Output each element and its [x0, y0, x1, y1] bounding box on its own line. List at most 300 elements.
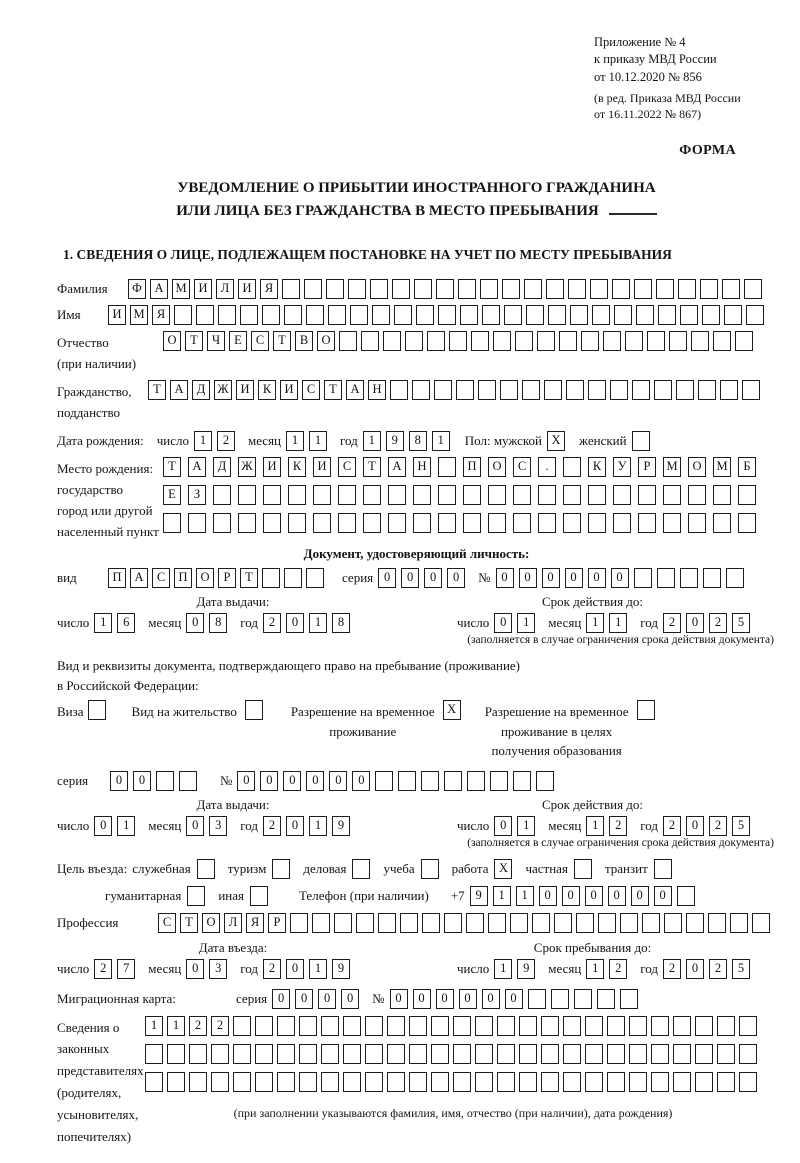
form-cell[interactable] [213, 513, 231, 533]
form-cell[interactable] [488, 913, 506, 933]
form-cell[interactable] [334, 913, 352, 933]
form-cell[interactable] [414, 279, 432, 299]
form-cell[interactable] [434, 380, 452, 400]
form-cell[interactable] [554, 913, 572, 933]
form-cell[interactable] [490, 771, 508, 791]
form-cell[interactable] [551, 989, 569, 1009]
form-cell[interactable] [372, 305, 390, 325]
form-cell[interactable]: 0 [562, 886, 580, 906]
form-cell[interactable]: 1 [363, 431, 381, 451]
form-cell[interactable] [607, 1016, 625, 1036]
form-cell[interactable]: Е [163, 485, 181, 505]
form-cell[interactable] [387, 1044, 405, 1064]
form-cell[interactable]: Б [738, 457, 756, 477]
form-cell[interactable] [726, 568, 744, 588]
form-cell[interactable] [590, 279, 608, 299]
form-cell[interactable] [651, 1072, 669, 1092]
form-cell[interactable] [500, 380, 518, 400]
form-cell[interactable] [688, 485, 706, 505]
form-cell[interactable] [673, 1016, 691, 1036]
form-cell[interactable]: О [196, 568, 214, 588]
form-cell[interactable] [738, 513, 756, 533]
form-cell[interactable] [654, 380, 672, 400]
form-cell[interactable]: 0 [447, 568, 465, 588]
form-cell[interactable] [421, 771, 439, 791]
form-cell[interactable] [245, 700, 263, 720]
form-cell[interactable] [255, 1016, 273, 1036]
form-cell[interactable]: 0 [436, 989, 454, 1009]
form-cell[interactable]: Ж [238, 457, 256, 477]
form-cell[interactable] [179, 771, 197, 791]
form-cell[interactable] [463, 513, 481, 533]
form-cell[interactable]: 2 [709, 816, 727, 836]
form-cell[interactable] [746, 305, 764, 325]
form-cell[interactable] [528, 989, 546, 1009]
form-cell[interactable] [467, 771, 485, 791]
form-cell[interactable] [313, 513, 331, 533]
form-cell[interactable]: 5 [732, 959, 750, 979]
form-cell[interactable] [673, 1044, 691, 1064]
form-cell[interactable]: Я [152, 305, 170, 325]
form-cell[interactable] [532, 913, 550, 933]
form-cell[interactable]: 2 [709, 959, 727, 979]
form-cell[interactable]: 2 [217, 431, 235, 451]
form-cell[interactable] [211, 1072, 229, 1092]
form-cell[interactable]: 0 [631, 886, 649, 906]
form-cell[interactable] [263, 485, 281, 505]
form-cell[interactable]: П [463, 457, 481, 477]
form-cell[interactable]: И [280, 380, 298, 400]
form-cell[interactable] [713, 513, 731, 533]
form-cell[interactable] [724, 305, 742, 325]
form-cell[interactable]: 0 [306, 771, 324, 791]
form-cell[interactable]: 0 [390, 989, 408, 1009]
form-cell[interactable]: 0 [260, 771, 278, 791]
form-cell[interactable]: 0 [611, 568, 629, 588]
form-cell[interactable] [321, 1044, 339, 1064]
form-cell[interactable] [240, 305, 258, 325]
form-cell[interactable]: З [188, 485, 206, 505]
form-cell[interactable] [284, 568, 302, 588]
form-cell[interactable] [263, 513, 281, 533]
form-cell[interactable] [629, 1072, 647, 1092]
form-cell[interactable] [620, 913, 638, 933]
form-cell[interactable] [218, 305, 236, 325]
form-cell[interactable]: А [150, 279, 168, 299]
form-cell[interactable]: К [258, 380, 276, 400]
form-cell[interactable] [163, 513, 181, 533]
form-cell[interactable]: Д [192, 380, 210, 400]
form-cell[interactable] [702, 305, 720, 325]
form-cell[interactable]: 0 [283, 771, 301, 791]
form-cell[interactable] [592, 305, 610, 325]
form-cell[interactable] [497, 1044, 515, 1064]
form-cell[interactable] [541, 1016, 559, 1036]
form-cell[interactable] [663, 513, 681, 533]
form-cell[interactable]: Я [246, 913, 264, 933]
form-cell[interactable]: 2 [663, 816, 681, 836]
form-cell[interactable] [348, 279, 366, 299]
form-cell[interactable]: 2 [709, 613, 727, 633]
form-cell[interactable] [585, 1072, 603, 1092]
form-cell[interactable] [262, 305, 280, 325]
form-cell[interactable] [563, 1044, 581, 1064]
form-cell[interactable] [189, 1072, 207, 1092]
form-cell[interactable] [497, 1072, 515, 1092]
form-cell[interactable]: 0 [272, 989, 290, 1009]
form-cell[interactable]: 1 [586, 959, 604, 979]
form-cell[interactable]: Я [260, 279, 278, 299]
form-cell[interactable]: О [163, 331, 181, 351]
form-cell[interactable] [636, 305, 654, 325]
form-cell[interactable] [625, 331, 643, 351]
form-cell[interactable] [669, 331, 687, 351]
form-cell[interactable] [365, 1072, 383, 1092]
form-cell[interactable] [717, 1072, 735, 1092]
form-cell[interactable] [752, 913, 770, 933]
form-cell[interactable]: А [346, 380, 364, 400]
form-cell[interactable] [387, 1016, 405, 1036]
form-cell[interactable]: Н [413, 457, 431, 477]
form-cell[interactable] [375, 771, 393, 791]
form-cell[interactable] [654, 859, 672, 879]
form-cell[interactable]: 1 [117, 816, 135, 836]
form-cell[interactable] [502, 279, 520, 299]
form-cell[interactable] [167, 1072, 185, 1092]
form-cell[interactable]: 1 [493, 886, 511, 906]
form-cell[interactable] [145, 1044, 163, 1064]
form-cell[interactable] [522, 380, 540, 400]
form-cell[interactable]: С [251, 331, 269, 351]
form-cell[interactable] [361, 331, 379, 351]
form-cell[interactable] [250, 886, 268, 906]
form-cell[interactable]: 1 [517, 613, 535, 633]
form-cell[interactable]: 1 [516, 886, 534, 906]
form-cell[interactable] [233, 1044, 251, 1064]
form-cell[interactable]: Т [363, 457, 381, 477]
form-cell[interactable]: 7 [117, 959, 135, 979]
form-cell[interactable]: 1 [309, 816, 327, 836]
form-cell[interactable] [538, 513, 556, 533]
form-cell[interactable]: 0 [237, 771, 255, 791]
form-cell[interactable] [338, 485, 356, 505]
form-cell[interactable] [313, 485, 331, 505]
form-cell[interactable]: 0 [686, 816, 704, 836]
form-cell[interactable] [312, 913, 330, 933]
form-cell[interactable] [449, 331, 467, 351]
form-cell[interactable]: 3 [209, 816, 227, 836]
form-cell[interactable] [438, 305, 456, 325]
form-cell[interactable]: И [108, 305, 126, 325]
form-cell[interactable] [299, 1044, 317, 1064]
form-cell[interactable] [612, 279, 630, 299]
form-cell[interactable] [730, 913, 748, 933]
form-cell[interactable] [703, 568, 721, 588]
form-cell[interactable] [688, 513, 706, 533]
form-cell[interactable] [478, 380, 496, 400]
form-cell[interactable]: 2 [263, 613, 281, 633]
form-cell[interactable] [607, 1044, 625, 1064]
form-cell[interactable] [563, 513, 581, 533]
form-cell[interactable] [637, 700, 655, 720]
form-cell[interactable] [673, 1072, 691, 1092]
form-cell[interactable] [563, 485, 581, 505]
form-cell[interactable] [538, 485, 556, 505]
form-cell[interactable] [713, 485, 731, 505]
form-cell[interactable] [524, 279, 542, 299]
form-cell[interactable] [720, 380, 738, 400]
form-cell[interactable]: 0 [539, 886, 557, 906]
form-cell[interactable] [431, 1072, 449, 1092]
form-cell[interactable]: 0 [329, 771, 347, 791]
form-cell[interactable] [632, 431, 650, 451]
form-cell[interactable]: И [263, 457, 281, 477]
form-cell[interactable] [422, 913, 440, 933]
form-cell[interactable]: Т [324, 380, 342, 400]
form-cell[interactable]: С [152, 568, 170, 588]
form-cell[interactable] [306, 568, 324, 588]
form-cell[interactable]: 0 [608, 886, 626, 906]
form-cell[interactable] [513, 513, 531, 533]
form-cell[interactable]: 0 [542, 568, 560, 588]
form-cell[interactable] [651, 1044, 669, 1064]
form-cell[interactable] [574, 989, 592, 1009]
form-cell[interactable]: О [488, 457, 506, 477]
form-cell[interactable]: А [170, 380, 188, 400]
form-cell[interactable]: 5 [732, 613, 750, 633]
form-cell[interactable] [581, 331, 599, 351]
form-cell[interactable]: Л [216, 279, 234, 299]
form-cell[interactable] [574, 859, 592, 879]
form-cell[interactable] [453, 1016, 471, 1036]
form-cell[interactable]: 0 [341, 989, 359, 1009]
form-cell[interactable] [174, 305, 192, 325]
form-cell[interactable]: 2 [94, 959, 112, 979]
form-cell[interactable] [634, 568, 652, 588]
form-cell[interactable] [413, 513, 431, 533]
form-cell[interactable] [613, 513, 631, 533]
form-cell[interactable]: С [338, 457, 356, 477]
form-cell[interactable]: 0 [565, 568, 583, 588]
form-cell[interactable]: 0 [494, 816, 512, 836]
form-cell[interactable] [416, 305, 434, 325]
form-cell[interactable] [695, 1072, 713, 1092]
form-cell[interactable] [475, 1016, 493, 1036]
form-cell[interactable] [453, 1044, 471, 1064]
form-cell[interactable] [189, 1044, 207, 1064]
form-cell[interactable]: 0 [413, 989, 431, 1009]
form-cell[interactable]: Р [218, 568, 236, 588]
form-cell[interactable] [603, 331, 621, 351]
form-cell[interactable] [387, 1072, 405, 1092]
form-cell[interactable] [88, 700, 106, 720]
form-cell[interactable]: С [513, 457, 531, 477]
form-cell[interactable] [326, 279, 344, 299]
form-cell[interactable]: X [443, 700, 461, 720]
form-cell[interactable]: 0 [401, 568, 419, 588]
form-cell[interactable] [739, 1072, 757, 1092]
form-cell[interactable] [453, 1072, 471, 1092]
form-cell[interactable] [388, 485, 406, 505]
form-cell[interactable] [513, 771, 531, 791]
form-cell[interactable] [272, 859, 290, 879]
form-cell[interactable] [306, 305, 324, 325]
form-cell[interactable]: 8 [409, 431, 427, 451]
form-cell[interactable]: . [538, 457, 556, 477]
form-cell[interactable] [563, 1072, 581, 1092]
form-cell[interactable] [255, 1072, 273, 1092]
form-cell[interactable] [629, 1044, 647, 1064]
form-cell[interactable]: 0 [686, 959, 704, 979]
form-cell[interactable]: 0 [186, 816, 204, 836]
form-cell[interactable]: 3 [209, 959, 227, 979]
form-cell[interactable] [145, 1072, 163, 1092]
form-cell[interactable]: 0 [133, 771, 151, 791]
form-cell[interactable] [475, 1044, 493, 1064]
form-cell[interactable]: 8 [209, 613, 227, 633]
form-cell[interactable]: Т [240, 568, 258, 588]
form-cell[interactable] [504, 305, 522, 325]
form-cell[interactable]: Т [163, 457, 181, 477]
form-cell[interactable] [321, 1016, 339, 1036]
form-cell[interactable] [497, 1016, 515, 1036]
form-cell[interactable] [691, 331, 709, 351]
form-cell[interactable] [233, 1072, 251, 1092]
form-cell[interactable]: И [236, 380, 254, 400]
form-cell[interactable] [638, 485, 656, 505]
form-cell[interactable]: 1 [94, 613, 112, 633]
form-cell[interactable] [365, 1016, 383, 1036]
form-cell[interactable] [400, 913, 418, 933]
form-cell[interactable] [588, 380, 606, 400]
form-cell[interactable]: Р [638, 457, 656, 477]
form-cell[interactable] [438, 457, 456, 477]
form-cell[interactable] [695, 1016, 713, 1036]
form-cell[interactable] [431, 1016, 449, 1036]
form-cell[interactable]: 9 [470, 886, 488, 906]
form-cell[interactable]: Ж [214, 380, 232, 400]
form-cell[interactable]: 1 [286, 431, 304, 451]
form-cell[interactable] [629, 1016, 647, 1036]
form-cell[interactable] [680, 568, 698, 588]
form-cell[interactable] [343, 1044, 361, 1064]
form-cell[interactable]: 0 [286, 613, 304, 633]
form-cell[interactable]: 0 [588, 568, 606, 588]
form-cell[interactable]: 0 [686, 613, 704, 633]
form-cell[interactable] [213, 485, 231, 505]
form-cell[interactable]: 2 [189, 1016, 207, 1036]
form-cell[interactable] [299, 1072, 317, 1092]
form-cell[interactable]: 0 [94, 816, 112, 836]
form-cell[interactable]: 1 [167, 1016, 185, 1036]
form-cell[interactable] [321, 1072, 339, 1092]
form-cell[interactable] [405, 331, 423, 351]
form-cell[interactable]: 0 [286, 816, 304, 836]
form-cell[interactable]: П [174, 568, 192, 588]
form-cell[interactable] [363, 513, 381, 533]
form-cell[interactable] [658, 305, 676, 325]
form-cell[interactable] [638, 513, 656, 533]
form-cell[interactable] [566, 380, 584, 400]
form-cell[interactable] [588, 485, 606, 505]
form-cell[interactable]: 0 [424, 568, 442, 588]
form-cell[interactable]: Л [224, 913, 242, 933]
form-cell[interactable]: 0 [318, 989, 336, 1009]
form-cell[interactable] [188, 513, 206, 533]
form-cell[interactable] [475, 1072, 493, 1092]
form-cell[interactable]: 1 [309, 613, 327, 633]
form-cell[interactable]: И [194, 279, 212, 299]
form-cell[interactable]: 1 [586, 816, 604, 836]
form-cell[interactable] [167, 1044, 185, 1064]
form-cell[interactable] [392, 279, 410, 299]
form-cell[interactable] [576, 913, 594, 933]
form-cell[interactable]: 0 [186, 959, 204, 979]
form-cell[interactable] [394, 305, 412, 325]
form-cell[interactable]: О [317, 331, 335, 351]
form-cell[interactable]: 1 [309, 959, 327, 979]
form-cell[interactable]: О [688, 457, 706, 477]
form-cell[interactable]: Р [268, 913, 286, 933]
form-cell[interactable] [438, 513, 456, 533]
form-cell[interactable] [304, 279, 322, 299]
form-cell[interactable]: 1 [309, 431, 327, 451]
form-cell[interactable] [519, 1016, 537, 1036]
form-cell[interactable] [559, 331, 577, 351]
form-cell[interactable] [350, 305, 368, 325]
form-cell[interactable] [436, 279, 454, 299]
form-cell[interactable]: С [302, 380, 320, 400]
form-cell[interactable]: 0 [286, 959, 304, 979]
form-cell[interactable] [238, 485, 256, 505]
form-cell[interactable]: 0 [496, 568, 514, 588]
form-cell[interactable] [570, 305, 588, 325]
form-cell[interactable] [739, 1044, 757, 1064]
form-cell[interactable]: 9 [386, 431, 404, 451]
form-cell[interactable]: 0 [494, 613, 512, 633]
form-cell[interactable] [427, 331, 445, 351]
form-cell[interactable] [471, 331, 489, 351]
form-cell[interactable] [610, 380, 628, 400]
form-cell[interactable] [282, 279, 300, 299]
form-cell[interactable]: 1 [432, 431, 450, 451]
form-cell[interactable] [744, 279, 762, 299]
form-cell[interactable] [352, 859, 370, 879]
form-cell[interactable]: 0 [519, 568, 537, 588]
form-cell[interactable] [568, 279, 586, 299]
form-cell[interactable]: X [494, 859, 512, 879]
form-cell[interactable] [695, 1044, 713, 1064]
form-cell[interactable]: М [663, 457, 681, 477]
form-cell[interactable] [717, 1044, 735, 1064]
form-cell[interactable] [656, 279, 674, 299]
form-cell[interactable] [438, 485, 456, 505]
form-cell[interactable] [546, 279, 564, 299]
form-cell[interactable]: 1 [586, 613, 604, 633]
form-cell[interactable] [412, 380, 430, 400]
form-cell[interactable] [233, 1016, 251, 1036]
form-cell[interactable] [431, 1044, 449, 1064]
form-cell[interactable]: 1 [517, 816, 535, 836]
form-cell[interactable]: А [188, 457, 206, 477]
form-cell[interactable] [735, 331, 753, 351]
form-cell[interactable]: X [547, 431, 565, 451]
form-cell[interactable] [541, 1072, 559, 1092]
form-cell[interactable]: 9 [332, 816, 350, 836]
form-cell[interactable] [421, 859, 439, 879]
form-cell[interactable] [722, 279, 740, 299]
form-cell[interactable] [363, 485, 381, 505]
